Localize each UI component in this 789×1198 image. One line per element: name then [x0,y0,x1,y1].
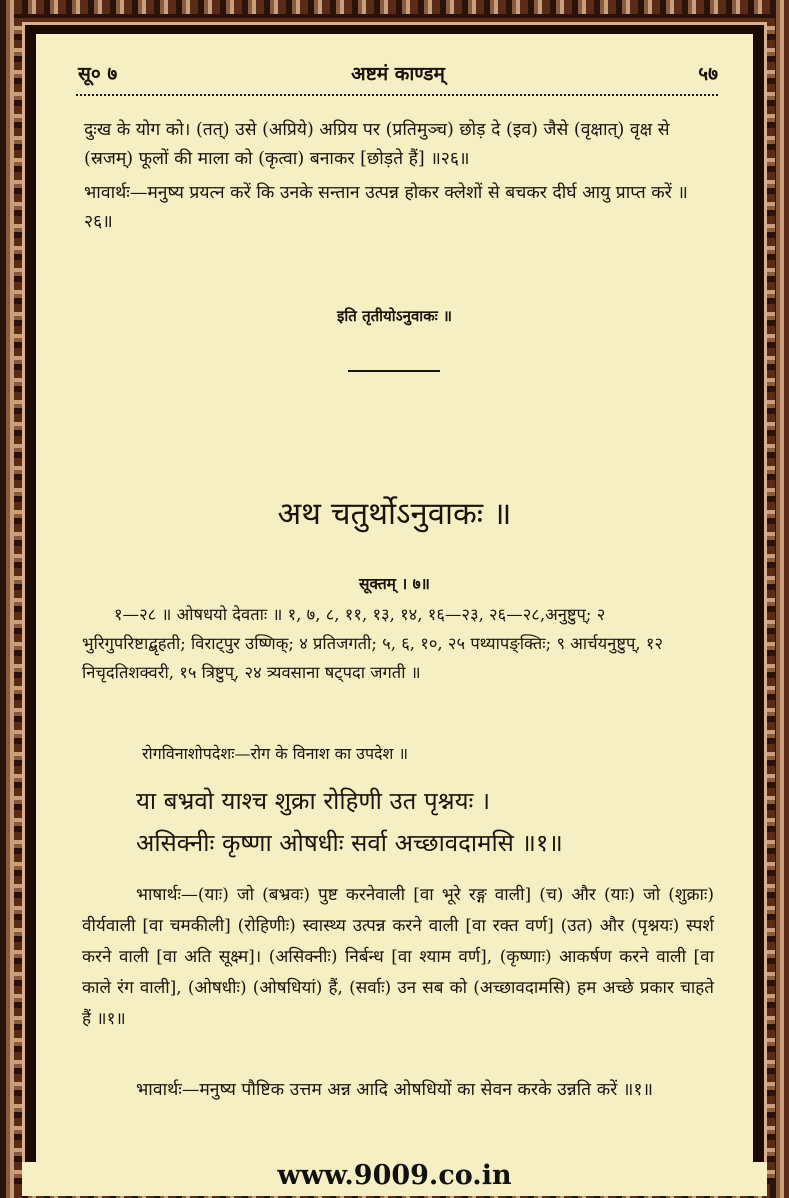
anuvaka-end-note: इति तृतीयोऽनुवाकः ॥ [337,307,452,325]
page-header [78,60,718,90]
topic-heading: रोगविनाशोपदेशः—रोग के विनाश का उपदेश ॥ [142,744,409,763]
sukta-heading: सूक्तम् । ७॥ [359,574,430,593]
book-page [36,34,753,1162]
bhashartha-paragraph: भाषार्थः—(याः) जो (बभ्रवः) पुष्ट करनेवाली [वा भूरे रङ्ग वाली] (च) और (याः) जो (शुक्राः) वीर्यवाली [वा चमकीली] (रोहिणीः) स्वास्थ्य उत्पन्न करने वाली [वा रक्त वर्ण] (उत) और (पृश्नयः) स्पर्श करने वाली [वा अति सूक्ष्म]। (असिक्नीः) निर्बन्ध [वा श्याम वर्ण], (कृष्णाः) आकर्षण करने वाली [वा काले रंग वाली], (ओषधीः) (ओषधियां) हैं, (सर्वाः) उन सब को (अच्छावदामसि) हम अच्छे प्रकार चाहते हैं ॥१॥ [82,885,714,1029]
footer-website-url: www.9009.co.in [277,1160,512,1191]
bhavartha-paragraph-1: भावार्थः—मनुष्य प्रयत्न करें कि उनके सन्तान उत्पन्न होकर क्लेशों से बचकर दीर्घ आयु प्राप्त करें ॥२६॥ [84,183,688,232]
section-separator [348,370,440,372]
sukta-number: सू० ७ [78,63,118,85]
header-rule [76,94,718,96]
bhavartha-paragraph-2: भावार्थः—मनुष्य पौष्टिक उत्तम अन्न आदि ओषधियों का सेवन करके उन्नति करें ॥१॥ [136,1080,653,1100]
mantra-line-1: या बभ्रवो याश्च शुक्रा रोहिणी उत पृश्नयः । [136,787,491,815]
anuvaka-title: अथ चतुर्थोऽनुवाकः ॥ [277,496,512,532]
commentary-paragraph-1: दुःख के योग को। (तत्) उसे (अप्रिये) अप्रिय पर (प्रतिमुञ्च) छोड़ दे (इव) जैसे (वृक्षात्) वृक्ष से (स्रजम्) फूलों की माला को (कृत्वा) बनाकर [छोड़ते हैं] ॥२६॥ [84,120,670,169]
kanda-title: अष्टमं काण्डम् [351,63,445,85]
mantra-line-2: असिक्नीः कृष्णा ओषधीः सर्वा अच्छावदामसि ॥१॥ [136,829,563,857]
sukta-metadata: १—२८ ॥ ओषधयो देवताः ॥ १, ७, ८, ११, १३, १४, १६—२३, २६—२८,अनुष्टुप्; २ भुरिगुपरिष्टाद्बृहती; विराट्पुर उष्णिक्; ४ प्रतिजगती; ५, ६, १०, २५ पथ्यापङ्क्तिः; ९ आर्चयनुष्टुप्, १२ निचृदतिशक्वरी, १५ त्रिष्टुप्, २४ त्र्यवसाना षट्पदा जगती ॥ [82,605,663,682]
page-number: ५७ [698,63,718,85]
